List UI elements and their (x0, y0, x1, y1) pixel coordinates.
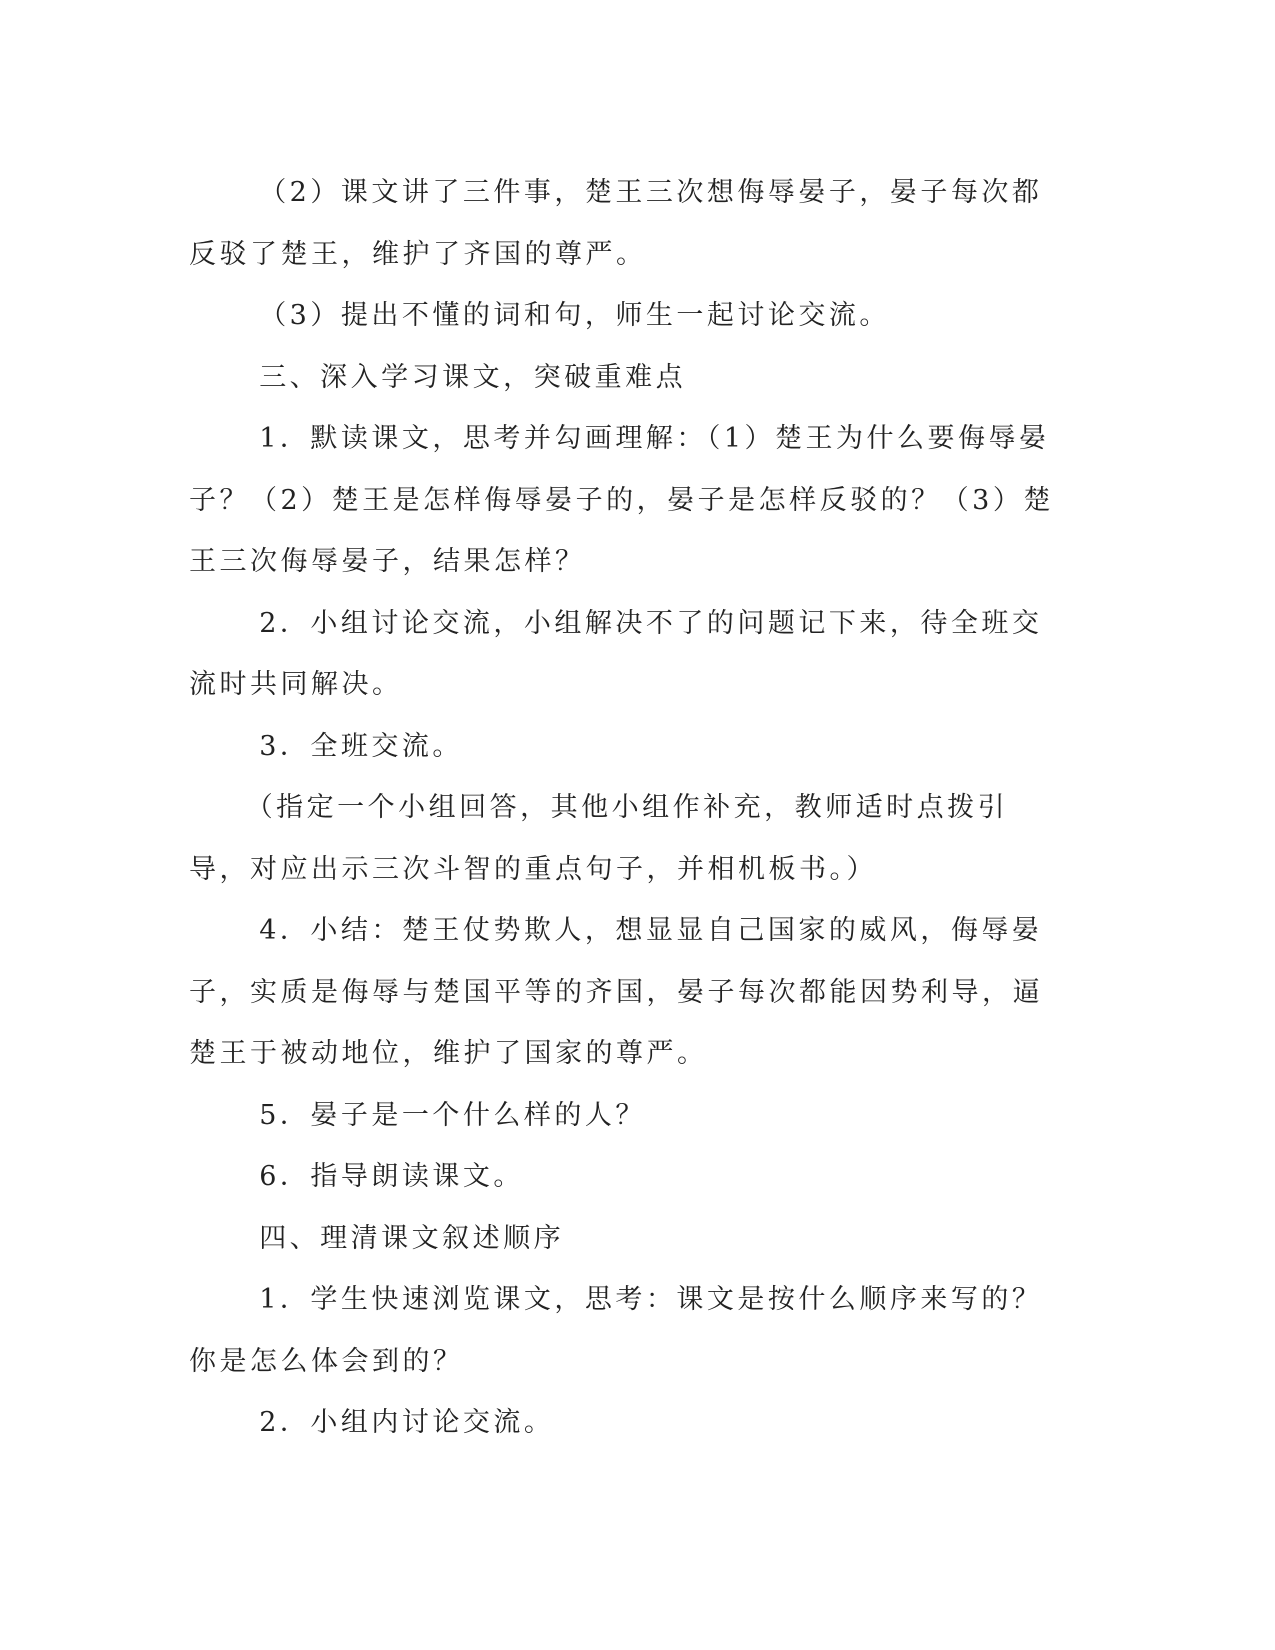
paragraph: （指定一个小组回答，其他小组作补充，教师适时点拨引导，对应出示三次斗智的重点句子，并相机板书。） (189, 792, 1009, 885)
section-heading: 四、理清课文叙述顺序 (259, 1222, 565, 1254)
paragraph: 4．小结：楚王仗势欺人，想显显自己国家的威风，侮辱晏子，实质是侮辱与楚国平等的齐国，晏子每次都能因势利导，逼楚王于被动地位，维护了国家的尊严。 (189, 915, 1043, 1069)
paragraph: 2．小组讨论交流，小组解决不了的问题记下来，待全班交流时共同解决。 (189, 607, 1043, 700)
paragraph: 1．学生快速浏览课文，思考：课文是按什么顺序来写的？你是怎么体会到的？ (189, 1284, 1043, 1377)
paragraph: 1．默读课文，思考并勾画理解：（1）楚王为什么要侮辱晏子？（2）楚王是怎样侮辱晏子的，晏子是怎样反驳的？（3）楚王三次侮辱晏子，结果怎样？ (189, 423, 1054, 577)
paragraph: 5．晏子是一个什么样的人？ (259, 1099, 646, 1131)
body-text (189, 162, 1059, 1454)
paragraph: （3）提出不懂的词和句，师生一起讨论交流。 (259, 300, 890, 331)
paragraph: 2．小组内讨论交流。 (259, 1407, 555, 1438)
section-heading: 三、深入学习课文，突破重难点 (259, 361, 687, 393)
paragraph: 3．全班交流。 (259, 730, 463, 762)
paragraph: 6．指导朗读课文。 (259, 1161, 524, 1192)
paragraph: （2）课文讲了三件事，楚王三次想侮辱晏子，晏子每次都反驳了楚王，维护了齐国的尊严。 (189, 177, 1043, 270)
